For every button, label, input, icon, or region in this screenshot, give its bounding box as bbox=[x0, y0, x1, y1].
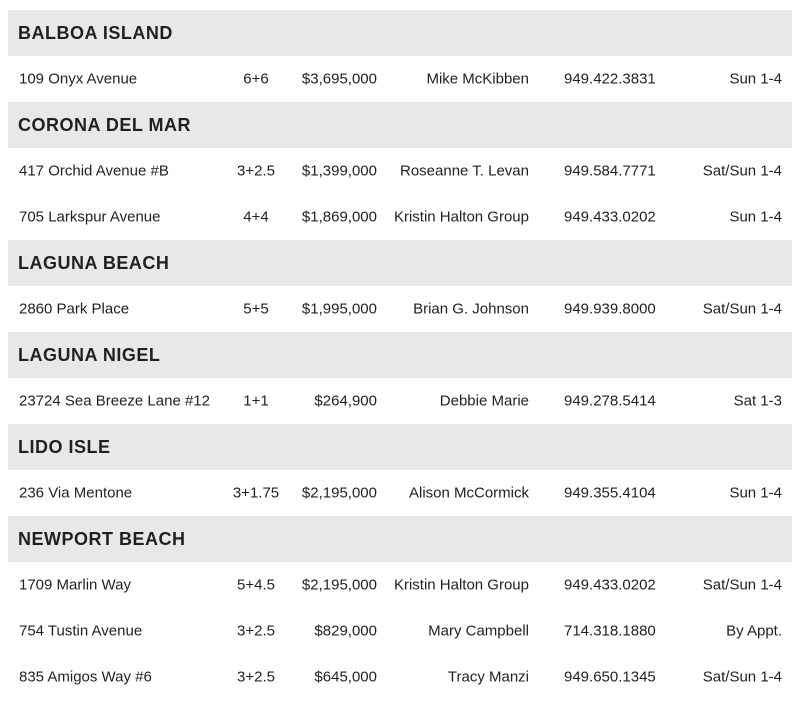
area-header bbox=[8, 516, 792, 562]
area-header bbox=[8, 10, 792, 56]
listing-row bbox=[0, 608, 800, 654]
listing-beds-baths: 3+2.5 bbox=[237, 162, 275, 180]
listing-phone: 949.355.4104 bbox=[564, 484, 656, 502]
area-name: LAGUNA NIGEL bbox=[18, 344, 161, 365]
area-header bbox=[8, 332, 792, 378]
listing-row bbox=[0, 562, 800, 608]
listing-price: $264,900 bbox=[314, 392, 377, 410]
listing-phone: 949.422.3831 bbox=[564, 70, 656, 88]
listing-agent: Roseanne T. Levan bbox=[400, 162, 529, 180]
listing-phone: 949.939.8000 bbox=[564, 300, 656, 318]
area-section bbox=[0, 10, 800, 102]
area-header bbox=[8, 424, 792, 470]
listing-price: $3,695,000 bbox=[301, 70, 377, 88]
listing-row bbox=[0, 470, 800, 516]
listing-beds-baths: 4+4 bbox=[243, 208, 269, 226]
listing-row bbox=[0, 654, 800, 700]
listing-beds-baths: 5+4.5 bbox=[237, 576, 275, 594]
listing-address: 835 Amigos Way #6 bbox=[19, 668, 152, 686]
listing-price: $2,195,000 bbox=[301, 484, 377, 502]
listing-phone: 714.318.1880 bbox=[564, 622, 656, 640]
listing-price: $2,195,000 bbox=[301, 576, 377, 594]
area-header bbox=[8, 102, 792, 148]
listing-price: $1,995,000 bbox=[301, 300, 377, 318]
listing-open-house-time: Sat/Sun 1-4 bbox=[702, 300, 782, 318]
area-name: BALBOA ISLAND bbox=[18, 22, 173, 43]
listing-agent: Kristin Halton Group bbox=[393, 576, 529, 594]
listing-price: $829,000 bbox=[314, 622, 377, 640]
listing-agent: Alison McCormick bbox=[408, 484, 529, 502]
area-section bbox=[0, 332, 800, 424]
listing-address: 1709 Marlin Way bbox=[19, 576, 131, 594]
listing-phone: 949.584.7771 bbox=[564, 162, 656, 180]
listing-agent: Kristin Halton Group bbox=[393, 208, 529, 226]
area-section bbox=[0, 240, 800, 332]
listing-open-house-time: Sun 1-4 bbox=[729, 484, 782, 502]
listing-address: 705 Larkspur Avenue bbox=[19, 208, 161, 226]
listing-beds-baths: 3+1.75 bbox=[232, 484, 280, 502]
area-name: LAGUNA BEACH bbox=[18, 252, 170, 273]
listing-row bbox=[0, 148, 800, 194]
area-name: CORONA DEL MAR bbox=[18, 114, 191, 135]
listing-row bbox=[0, 194, 800, 240]
listing-beds-baths: 1+1 bbox=[243, 392, 269, 410]
listing-agent: Debbie Marie bbox=[439, 392, 529, 410]
listing-beds-baths: 3+2.5 bbox=[237, 622, 275, 640]
listing-agent: Mike McKibben bbox=[426, 70, 529, 88]
listing-open-house-time: By Appt. bbox=[726, 622, 782, 640]
listing-open-house-time: Sat 1-3 bbox=[733, 392, 782, 410]
listing-open-house-time: Sat/Sun 1-4 bbox=[702, 668, 782, 686]
area-section bbox=[0, 102, 800, 240]
listing-open-house-time: Sat/Sun 1-4 bbox=[702, 162, 782, 180]
listing-row bbox=[0, 56, 800, 102]
listing-agent: Tracy Manzi bbox=[447, 668, 529, 686]
area-header bbox=[8, 240, 792, 286]
listing-price: $1,869,000 bbox=[301, 208, 377, 226]
listing-address: 2860 Park Place bbox=[19, 300, 130, 318]
listing-open-house-time: Sat/Sun 1-4 bbox=[702, 576, 782, 594]
listing-row bbox=[0, 286, 800, 332]
listing-open-house-time: Sun 1-4 bbox=[729, 70, 782, 88]
listing-open-house-time: Sun 1-4 bbox=[729, 208, 782, 226]
listing-beds-baths: 6+6 bbox=[243, 70, 269, 88]
listing-address: 109 Onyx Avenue bbox=[19, 70, 138, 88]
listing-agent: Brian G. Johnson bbox=[413, 300, 529, 318]
listing-address: 417 Orchid Avenue #B bbox=[19, 162, 169, 180]
listing-beds-baths: 5+5 bbox=[243, 300, 269, 318]
listing-phone: 949.278.5414 bbox=[564, 392, 656, 410]
area-section bbox=[0, 424, 800, 516]
listing-agent: Mary Campbell bbox=[428, 622, 529, 640]
listing-phone: 949.650.1345 bbox=[564, 668, 656, 686]
area-name: LIDO ISLE bbox=[18, 436, 111, 457]
listing-address: 23724 Sea Breeze Lane #12 bbox=[19, 392, 210, 410]
listing-address: 754 Tustin Avenue bbox=[19, 622, 143, 640]
listing-phone: 949.433.0202 bbox=[564, 576, 656, 594]
area-name: NEWPORT BEACH bbox=[18, 528, 186, 549]
area-section bbox=[0, 516, 800, 700]
listing-phone: 949.433.0202 bbox=[564, 208, 656, 226]
listing-address: 236 Via Mentone bbox=[19, 484, 133, 502]
listing-price: $645,000 bbox=[314, 668, 377, 686]
listing-row bbox=[0, 378, 800, 424]
listing-beds-baths: 3+2.5 bbox=[237, 668, 275, 686]
listing-price: $1,399,000 bbox=[301, 162, 377, 180]
